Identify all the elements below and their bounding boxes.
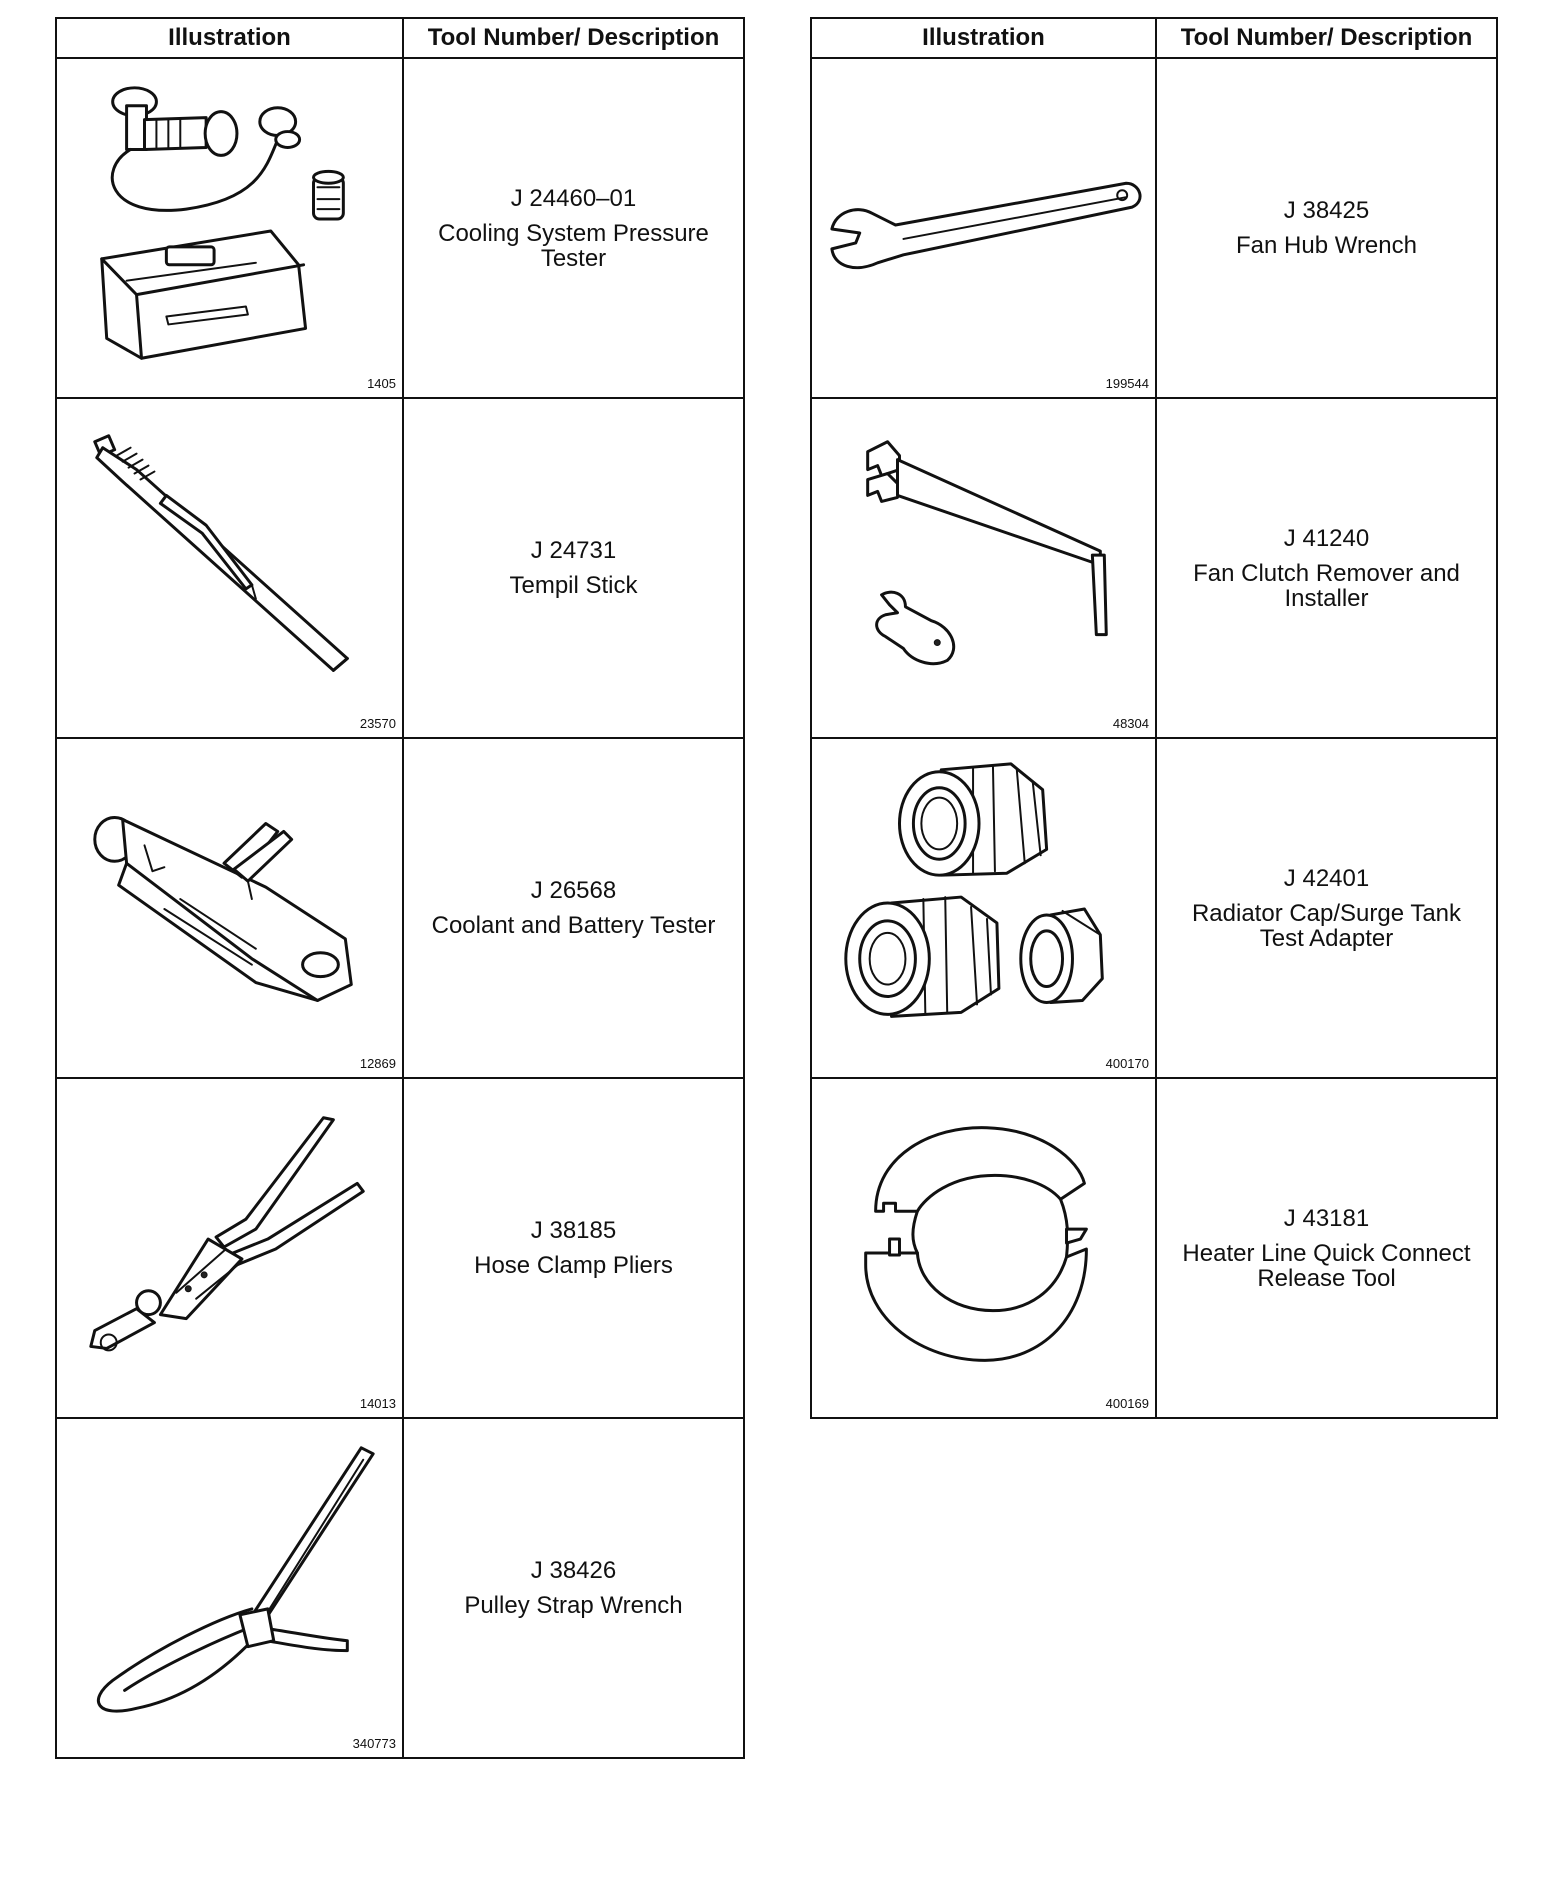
table-row	[56, 738, 744, 1078]
illustration-cell	[56, 1418, 403, 1758]
tool-description-cell	[403, 738, 744, 1078]
fan-clutch-tool-icon	[812, 399, 1155, 737]
table-header-row	[56, 18, 744, 58]
tool-description-cell	[1156, 398, 1497, 738]
table-row	[811, 1078, 1497, 1418]
illustration-cell	[811, 738, 1156, 1078]
illustration-cell	[811, 398, 1156, 738]
tool-description-cell	[403, 398, 744, 738]
tool-name: Heater Line Quick Connect Release Tool	[1182, 1239, 1471, 1292]
table-row	[56, 58, 744, 398]
figure-number: 400169	[1105, 1396, 1149, 1411]
tempil-stick-icon	[57, 399, 402, 737]
tool-number: J 41240	[1283, 524, 1370, 552]
refractometer-icon	[57, 739, 402, 1077]
figure-number: 199544	[1105, 376, 1149, 391]
tool-number: J 42401	[1283, 864, 1370, 892]
illustration-header: Illustration	[811, 18, 1156, 58]
tool-name: Coolant and Battery Tester	[431, 912, 716, 939]
tools-table-right	[810, 17, 1498, 1419]
tools-table-left	[55, 17, 745, 1759]
tool-description-header: Tool Number/ Description	[1156, 18, 1497, 58]
tool-number: J 24731	[530, 537, 617, 564]
table-row	[56, 398, 744, 738]
tool-number: J 38425	[1283, 197, 1370, 224]
table-row	[811, 398, 1497, 738]
figure-number: 400170	[1105, 1056, 1149, 1071]
tool-description-cell	[403, 1418, 744, 1758]
tool-name: Cooling System Pressure Tester	[438, 219, 709, 272]
tool-description-cell	[403, 1078, 744, 1418]
cap-adapter-icon	[812, 739, 1155, 1077]
tool-number: J 26568	[530, 877, 617, 904]
illustration-cell	[56, 1078, 403, 1418]
tool-number: J 43181	[1283, 1204, 1370, 1232]
figure-number: 340773	[352, 1736, 396, 1751]
tool-number: J 38426	[530, 1557, 617, 1584]
tool-description-cell	[1156, 1078, 1497, 1418]
figure-number: 23570	[359, 716, 396, 731]
pressure-tester-icon	[57, 59, 402, 397]
table-header-row	[811, 18, 1497, 58]
illustration-cell	[811, 1078, 1156, 1418]
figure-number: 48304	[1112, 716, 1149, 731]
tool-name: Fan Clutch Remover and Installer	[1193, 559, 1460, 612]
illustration-cell	[56, 398, 403, 738]
fan-hub-wrench-icon	[812, 59, 1155, 397]
table-row	[811, 738, 1497, 1078]
table-row	[56, 1418, 744, 1758]
hose-clamp-pliers-icon	[57, 1079, 402, 1417]
tool-name: Pulley Strap Wrench	[464, 1592, 683, 1619]
figure-number: 1405	[367, 376, 396, 391]
quick-connect-tool-icon	[812, 1079, 1155, 1417]
tool-description-cell	[1156, 58, 1497, 398]
table-row	[56, 1078, 744, 1418]
tool-name: Tempil Stick	[509, 572, 638, 599]
tool-number: J 38185	[530, 1217, 617, 1244]
illustration-cell	[811, 58, 1156, 398]
tool-description-cell	[1156, 738, 1497, 1078]
table-row	[811, 58, 1497, 398]
figure-number: 12869	[359, 1056, 396, 1071]
illustration-cell	[56, 738, 403, 1078]
tool-description-header: Tool Number/ Description	[403, 18, 744, 58]
figure-number: 14013	[359, 1396, 396, 1411]
tool-name: Radiator Cap/Surge Tank Test Adapter	[1191, 899, 1462, 952]
illustration-header: Illustration	[56, 18, 403, 58]
tool-number: J 24460–01	[510, 184, 637, 212]
strap-wrench-icon	[57, 1419, 402, 1757]
tool-name: Hose Clamp Pliers	[474, 1252, 673, 1279]
tool-name: Fan Hub Wrench	[1236, 232, 1417, 259]
tool-description-cell	[403, 58, 744, 398]
illustration-cell	[56, 58, 403, 398]
